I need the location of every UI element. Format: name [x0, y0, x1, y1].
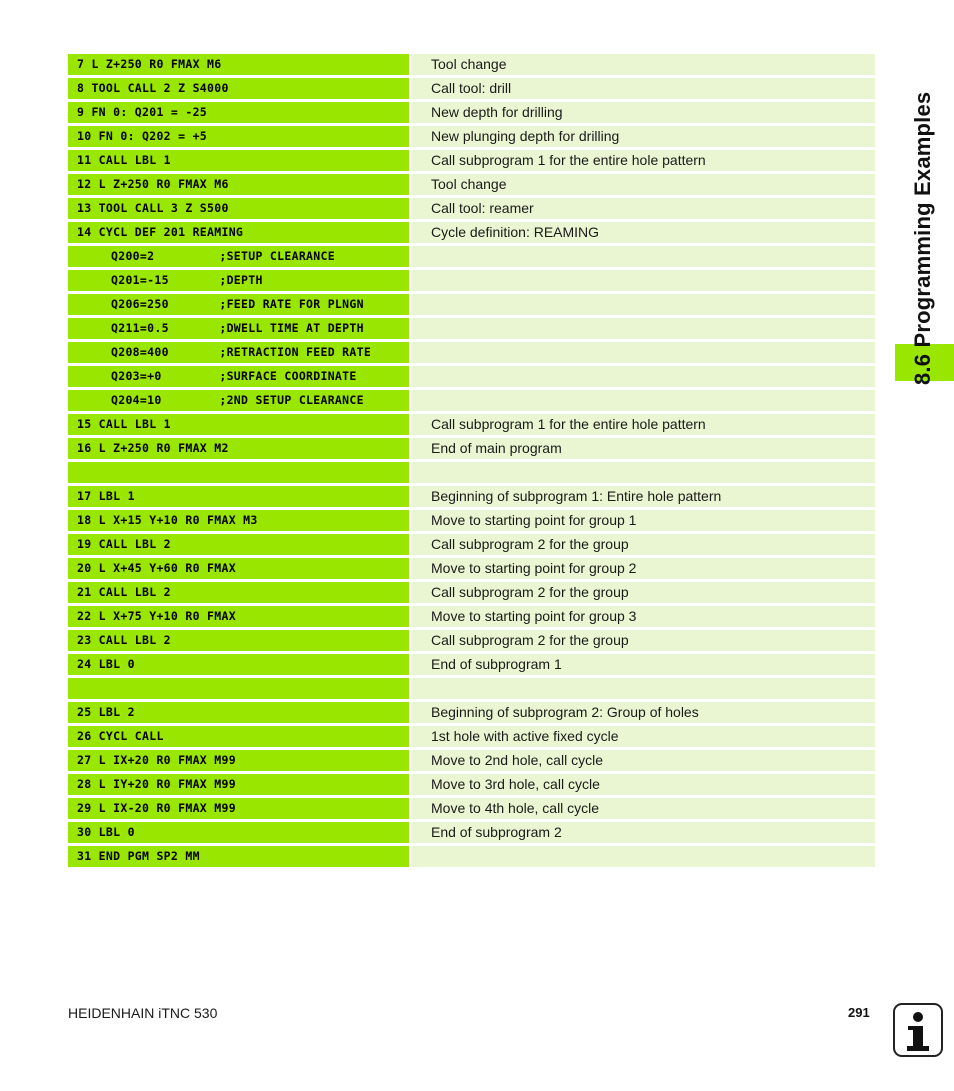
block-description: Move to 4th hole, call cycle — [411, 798, 875, 819]
block-description: Move to starting point for group 1 — [411, 510, 875, 531]
table-row — [68, 462, 875, 483]
table-row — [68, 654, 875, 675]
block-description — [411, 366, 875, 387]
table-row — [68, 438, 875, 459]
nc-block: 22 L X+75 Y+10 R0 FMAX — [68, 606, 409, 627]
nc-block: 7 L Z+250 R0 FMAX M6 — [68, 54, 409, 75]
table-row — [68, 366, 875, 387]
nc-block: 19 CALL LBL 2 — [68, 534, 409, 555]
table-row — [68, 630, 875, 651]
block-description: Beginning of subprogram 2: Group of holes — [411, 702, 875, 723]
table-row — [68, 342, 875, 363]
block-description — [411, 318, 875, 339]
table-row — [68, 150, 875, 171]
nc-block: 13 TOOL CALL 3 Z S500 — [68, 198, 409, 219]
table-row — [68, 414, 875, 435]
table-row — [68, 54, 875, 75]
block-description: Call subprogram 2 for the group — [411, 534, 875, 555]
block-description — [411, 462, 875, 483]
table-row — [68, 606, 875, 627]
manual-name: HEIDENHAIN iTNC 530 — [68, 1005, 218, 1021]
block-description: Call subprogram 1 for the entire hole pattern — [411, 414, 875, 435]
table-row — [68, 750, 875, 771]
block-description: Beginning of subprogram 1: Entire hole pattern — [411, 486, 875, 507]
block-description: Cycle definition: REAMING — [411, 222, 875, 243]
table-row — [68, 270, 875, 291]
table-row — [68, 774, 875, 795]
block-description: Move to 3rd hole, call cycle — [411, 774, 875, 795]
table-row — [68, 678, 875, 699]
page-number: 291 — [848, 1005, 870, 1020]
cycle-parameter: Q204=10 ;2ND SETUP CLEARANCE — [68, 390, 409, 411]
block-description: End of subprogram 1 — [411, 654, 875, 675]
nc-block: 24 LBL 0 — [68, 654, 409, 675]
table-row — [68, 582, 875, 603]
block-description: Tool change — [411, 54, 875, 75]
table-row — [68, 174, 875, 195]
table-row — [68, 534, 875, 555]
table-row — [68, 78, 875, 99]
program-table — [68, 54, 875, 870]
block-description: End of main program — [411, 438, 875, 459]
block-description — [411, 294, 875, 315]
table-row — [68, 510, 875, 531]
cycle-parameter: Q208=400 ;RETRACTION FEED RATE — [68, 342, 409, 363]
cycle-parameter: Q200=2 ;SETUP CLEARANCE — [68, 246, 409, 267]
table-row — [68, 798, 875, 819]
table-row — [68, 198, 875, 219]
cycle-parameter: Q203=+0 ;SURFACE COORDINATE — [68, 366, 409, 387]
cycle-parameter: Q206=250 ;FEED RATE FOR PLNGN — [68, 294, 409, 315]
nc-block: 15 CALL LBL 1 — [68, 414, 409, 435]
nc-block: 25 LBL 2 — [68, 702, 409, 723]
block-description: Call subprogram 1 for the entire hole pattern — [411, 150, 875, 171]
table-row — [68, 726, 875, 747]
table-row — [68, 486, 875, 507]
cycle-parameter: Q201=-15 ;DEPTH — [68, 270, 409, 291]
block-description: Move to 2nd hole, call cycle — [411, 750, 875, 771]
info-icon — [893, 1003, 943, 1057]
section-title: 8.6 Programming Examples — [910, 91, 935, 385]
block-description: Move to starting point for group 2 — [411, 558, 875, 579]
table-row — [68, 222, 875, 243]
nc-block: 26 CYCL CALL — [68, 726, 409, 747]
nc-block: 17 LBL 1 — [68, 486, 409, 507]
nc-block: 29 L IX-20 R0 FMAX M99 — [68, 798, 409, 819]
nc-block: 16 L Z+250 R0 FMAX M2 — [68, 438, 409, 459]
block-description: Call subprogram 2 for the group — [411, 582, 875, 603]
table-row — [68, 294, 875, 315]
table-row — [68, 126, 875, 147]
block-description — [411, 846, 875, 867]
block-description — [411, 678, 875, 699]
nc-block: 14 CYCL DEF 201 REAMING — [68, 222, 409, 243]
table-row — [68, 318, 875, 339]
block-description — [411, 270, 875, 291]
block-description: Call tool: drill — [411, 78, 875, 99]
block-description — [411, 246, 875, 267]
nc-block: 10 FN 0: Q202 = +5 — [68, 126, 409, 147]
nc-block: 18 L X+15 Y+10 R0 FMAX M3 — [68, 510, 409, 531]
table-row — [68, 702, 875, 723]
table-row — [68, 390, 875, 411]
nc-block: 12 L Z+250 R0 FMAX M6 — [68, 174, 409, 195]
nc-block: 30 LBL 0 — [68, 822, 409, 843]
block-description: Call tool: reamer — [411, 198, 875, 219]
nc-block: 28 L IY+20 R0 FMAX M99 — [68, 774, 409, 795]
block-description: Call subprogram 2 for the group — [411, 630, 875, 651]
table-row — [68, 246, 875, 267]
block-description: New plunging depth for drilling — [411, 126, 875, 147]
table-row — [68, 846, 875, 867]
block-description: 1st hole with active fixed cycle — [411, 726, 875, 747]
nc-block: 23 CALL LBL 2 — [68, 630, 409, 651]
block-description — [411, 342, 875, 363]
block-description: New depth for drilling — [411, 102, 875, 123]
nc-block — [68, 462, 409, 483]
table-row — [68, 822, 875, 843]
nc-block: 21 CALL LBL 2 — [68, 582, 409, 603]
cycle-parameter: Q211=0.5 ;DWELL TIME AT DEPTH — [68, 318, 409, 339]
block-description: Tool change — [411, 174, 875, 195]
nc-block: 8 TOOL CALL 2 Z S4000 — [68, 78, 409, 99]
nc-block: 20 L X+45 Y+60 R0 FMAX — [68, 558, 409, 579]
nc-block: 11 CALL LBL 1 — [68, 150, 409, 171]
table-row — [68, 558, 875, 579]
nc-block: 31 END PGM SP2 MM — [68, 846, 409, 867]
nc-block: 27 L IX+20 R0 FMAX M99 — [68, 750, 409, 771]
table-row — [68, 102, 875, 123]
block-description — [411, 390, 875, 411]
block-description: Move to starting point for group 3 — [411, 606, 875, 627]
nc-block: 9 FN 0: Q201 = -25 — [68, 102, 409, 123]
block-description: End of subprogram 2 — [411, 822, 875, 843]
nc-block — [68, 678, 409, 699]
